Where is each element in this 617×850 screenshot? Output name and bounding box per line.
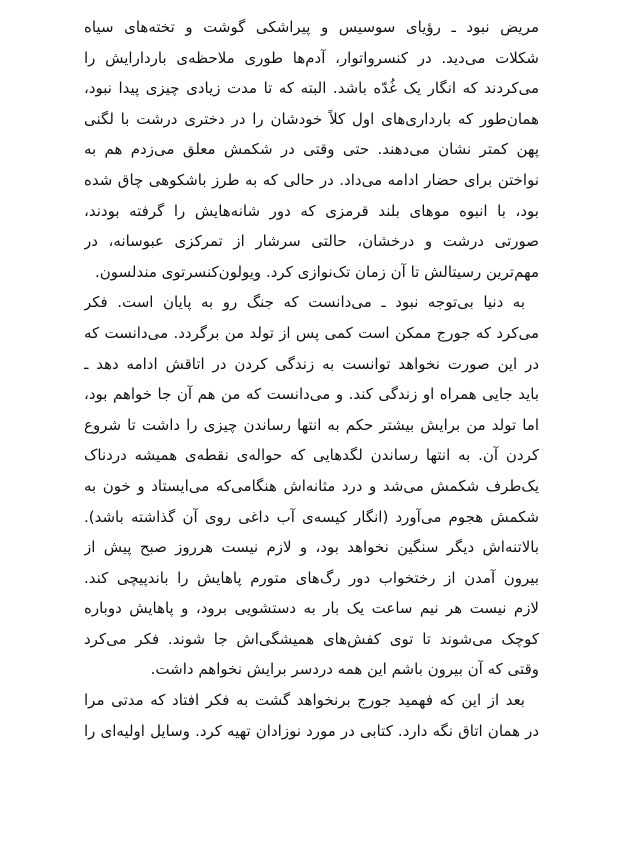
text-line: کوچک می‌شوند تا توی کفش‌های همیشگی‌اش جا شوند. فکر می‌کرد [84, 629, 539, 648]
text-line: همان‌طور که بارداری‌های اول کلاً خودشان را در دختری درشت با لگنی [84, 109, 539, 128]
text-line: اما تولد من برایش بیشتر حکم به انتها رساندن چیزی را داشت تا شروع [84, 415, 539, 434]
text-line: می‌کردند که انگار یک غُدّه باشد. البته که تا مدت زیادی چیزی پیدا نبود، [84, 79, 539, 98]
text-line: در این صورت نخواهد توانست به زندگی کردن در اتاقش ادامه دهد ـ [84, 354, 539, 373]
text-line: یک‌طرف شکمش می‌شد و درد مثانه‌اش هنگامی‌که می‌ایستاد و خون به [84, 476, 539, 495]
paragraph-2 [84, 287, 539, 685]
text-line: مریض نبود ـ رؤیای سوسیس و پیراشکی گوشت و تخته‌های سیاه [84, 18, 539, 36]
text-line: بیرون آمدن از رختخواب دور رگ‌های متورم پاهایش را باندپیچی کند. [84, 568, 539, 587]
text-line: وقتی که آن بیرون باشم این همه دردسر برایش نخواهم داشت. [150, 660, 539, 679]
paragraph-3 [84, 685, 539, 746]
text-line: لازم نیست هر نیم ساعت یک بار به دستشویی برود، و پاهایش دوباره [84, 599, 539, 618]
body-text [84, 12, 539, 746]
text-line: شکمش هجوم می‌آورد (انگار کیسه‌ی آب داغی روی آن گذاشته باشد). [84, 507, 539, 526]
text-line: در همان اتاق نگه دارد. کتابی در مورد نوزادان تهیه کرد. وسایل اولیه‌ای را [84, 721, 539, 740]
text-line: بود، با انبوه موهای بلند قرمزی که دور شانه‌هایش را گرفته بودند، [84, 201, 539, 220]
text-line: کردن آن. به انتها رساندن لگدهایی که حواله‌ی نقطه‌ی همیشه دردناک [84, 446, 539, 465]
text-line: بالاتنه‌اش دیگر سنگین نخواهد بود، و لازم نیست هرروز صبح پیش از [84, 538, 539, 557]
paragraph-1 [84, 12, 539, 287]
text-line: مهم‌ترین رسیتالش تا آن زمان تک‌نوازی کرد. ویولون‌کنسرتوی مندلسون. [95, 262, 539, 281]
text-line: به دنیا بی‌توجه نبود ـ می‌دانست که جنگ رو به پایان است. فکر [84, 293, 525, 312]
text-line: پهن کمتر نشان می‌دهند. حتی وقتی در شکمش معلق می‌زدم هم به [84, 140, 539, 159]
text-line: شکلات می‌دید. در کنسرواتوار، آدم‌ها طوری ملاحظه‌ی باردارایش را [84, 48, 539, 67]
text-line: صورتی درشت و درخشان، حالتی سرشار از تمرکزی عبوسانه، در [84, 232, 539, 251]
text-line: می‌کرد که جورج ممکن است کمی پس از تولد من برگردد. می‌دانست که [84, 323, 539, 342]
text-line: بعد از این که فهمید جورج برنخواهد گشت به فکر افتاد که مدتی مرا [84, 691, 525, 710]
text-line: باید جایی همراه او زندگی کند. و می‌دانست که من هم آن جا خواهم بود، [84, 385, 539, 404]
text-line: نواختن برای حضار ادامه می‌داد. در حالی که به طرز باشکوهی چاق شده [84, 170, 539, 189]
